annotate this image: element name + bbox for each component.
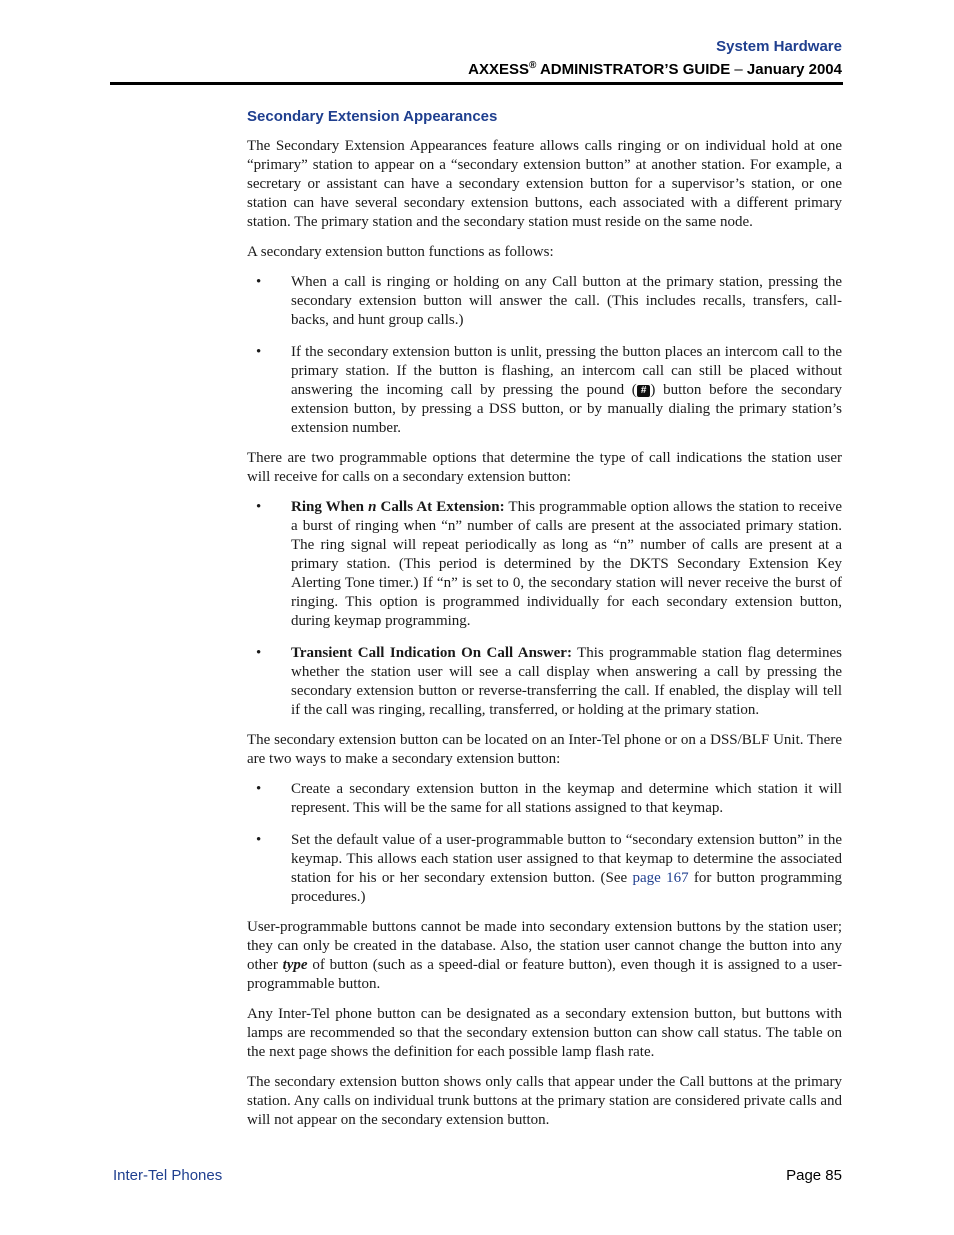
list-item — [247, 831, 842, 907]
guide-dash: – — [734, 61, 743, 78]
list-item-text: Create a secondary extension button in the keymap and determine which station it will represent. This will be the same for all stations assigned to that keymap. — [291, 781, 842, 816]
list-item-text: When a call is ringing or holding on any Call button at the primary station, pressing the secondary extension button will answer the call. (This includes recalls, transfers, call-backs, and hunt group calls.) — [291, 274, 842, 328]
list-item-text: ) button before the secondary extension button, by pressing a DSS button, or by manually dialing the primary station’s extension number. — [291, 382, 842, 436]
bullet-icon: • — [256, 645, 262, 661]
list-item — [247, 644, 842, 720]
running-header-guide-title — [468, 60, 842, 78]
list-item-text: This programmable station flag determines whether the station user will see a call display when answering a call by pressing the secondary extension button or reverse-transferring the call. If enabled, the display will tell if the call was ringing, recalling, transferred, or holding at the primary station. — [291, 645, 842, 718]
guide-prefix: AXXESS — [468, 61, 529, 78]
guide-title: ADMINISTRATOR’S GUIDE — [536, 61, 735, 78]
bullet-icon: • — [256, 344, 262, 360]
registered-mark: ® — [528, 60, 537, 71]
bullet-icon: • — [256, 832, 262, 848]
page-link[interactable]: page 167 — [632, 870, 689, 886]
footer-chapter: Inter-Tel Phones — [113, 1167, 223, 1184]
bullet-icon: • — [256, 781, 262, 797]
list-item-text: If the secondary extension button is unlit, pressing the button places an intercom call to the primary station. If the button is flashing, an intercom call can still be placed without answering the incoming call by pressing the pound ( — [291, 344, 842, 398]
guide-date: January 2004 — [742, 61, 842, 78]
list-item — [247, 273, 842, 330]
paragraph-options-lead: There are two programmable options that determine the type of call indications the station user will receive for calls on a secondary extension button: — [247, 450, 842, 485]
list-item-text: for button programming procedures.) — [291, 870, 842, 905]
paragraph-intro: The Secondary Extension Appearances feature allows calls ringing or on individual hold at one “primary” station to appear on a “secondary extension button” at another station. For example, a secretary or assistant can have a secondary extension button for a supervisor’s station, or one station can have several secondary extension buttons, each associated with a different primary station. The primary station and the secondary station must reside on the same node. — [247, 138, 842, 230]
paragraph-location-lead: The secondary extension button can be located on an Inter-Tel phone or on a DSS/BLF Unit. There are two ways to make a secondary extension button: — [247, 732, 842, 767]
options-list — [247, 498, 842, 720]
option-label: Ring When n Calls At Extension: — [291, 499, 505, 515]
pound-key-icon: # — [637, 385, 651, 397]
list-item-text: This programmable option allows the station to receive a burst of ringing when “n” number of calls are present at the associated primary station. The ring signal will repeat periodically as long as “n” number of calls are present at a primary station. (This period is determined by the DKTS Secondary Extension Key Alerting Tone timer.) If “n” is set to 0, the secondary station will never receive the burst of ringing. This option is programmed individually for each secondary extension button, during keymap programming. — [291, 499, 842, 629]
paragraph-call-buttons: The secondary extension button shows only calls that appear under the Call buttons at the primary station. Any calls on individual trunk buttons at the primary station are considered private calls and will not appear on the secondary extension button. — [247, 1074, 842, 1128]
creation-list — [247, 780, 842, 907]
emphasis-type: type — [282, 957, 308, 973]
list-item — [247, 780, 842, 818]
function-list — [247, 273, 842, 438]
paragraph-lamps: Any Inter-Tel phone button can be designated as a secondary extension button, but buttons with lamps are recommended so that the secondary extension button can show call status. The table on the next page shows the definition for each possible lamp flash rate. — [247, 1006, 842, 1060]
footer-page-number: Page 85 — [786, 1167, 842, 1184]
header-rule — [110, 82, 843, 85]
list-item-text: Set the default value of a user-programmable button to “secondary extension button” in the keymap. This allows each station user assigned to that keymap to determine the associated station for his or her secondary extension button. (See — [291, 832, 842, 886]
running-header-section: System Hardware — [716, 38, 842, 55]
bullet-icon: • — [256, 499, 262, 515]
option-label: Transient Call Indication On Call Answer: — [291, 645, 572, 661]
paragraph-functions-lead: A secondary extension button functions as follows: — [247, 244, 554, 260]
list-item — [247, 498, 842, 631]
page-body — [247, 106, 842, 1141]
list-item — [247, 343, 842, 438]
bullet-icon: • — [256, 274, 262, 290]
paragraph-user-programmable: User-programmable buttons cannot be made into secondary extension buttons by the station user; they can only be created in the database. Also, the station user cannot change the button into any other type of button (such as a speed-dial or feature button), even though it is assigned to a user-programmable button. — [247, 919, 842, 992]
section-heading: Secondary Extension Appearances — [247, 108, 498, 125]
